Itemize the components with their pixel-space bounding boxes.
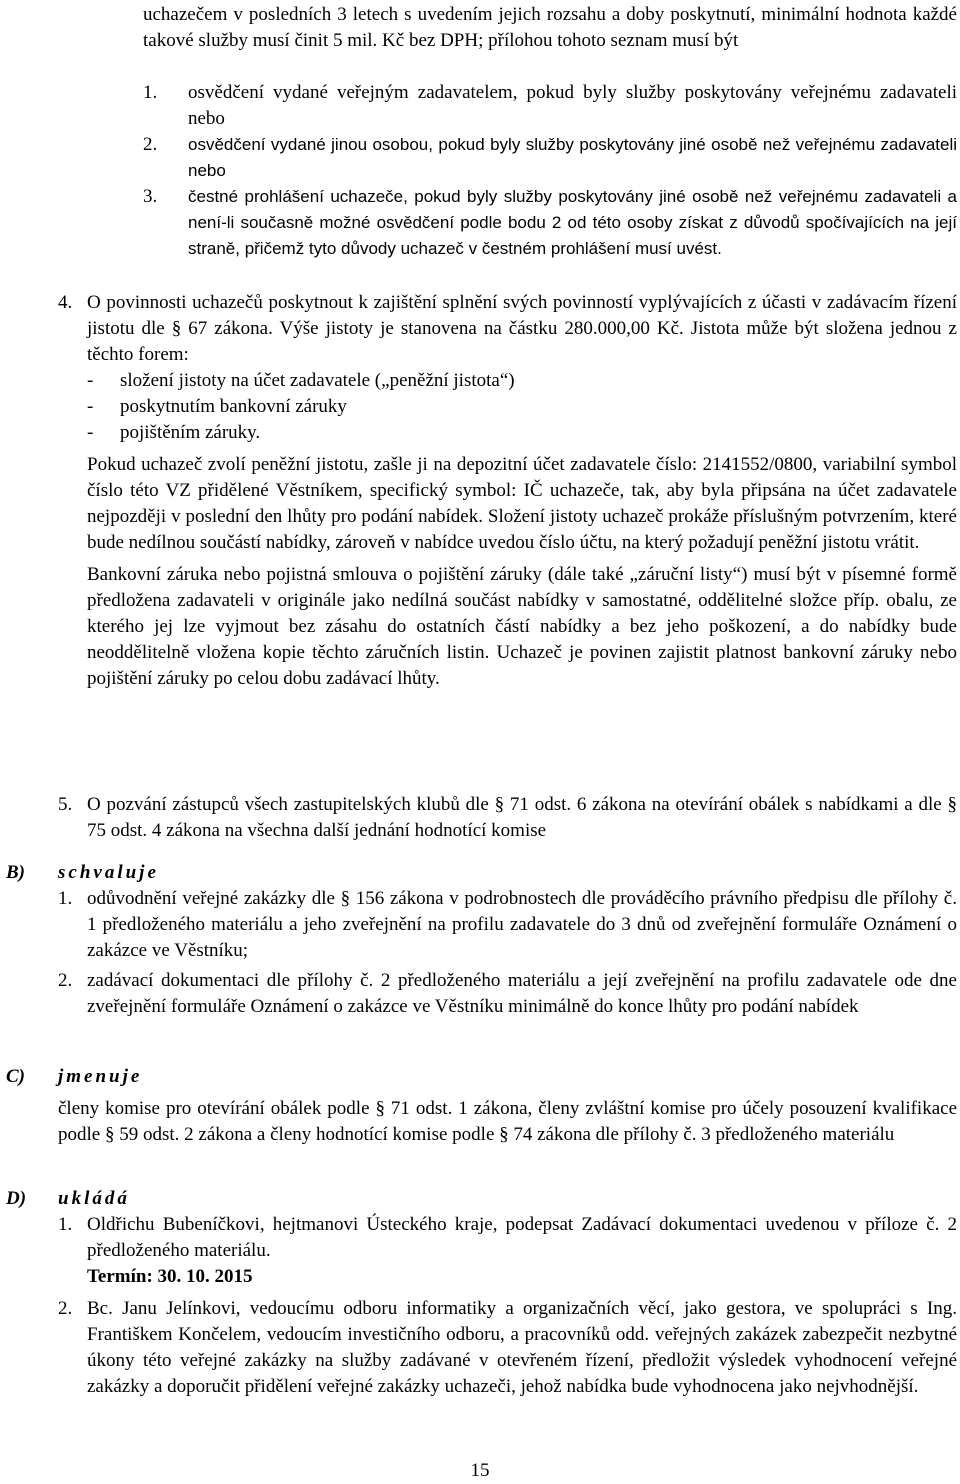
dash-item-3: [87, 420, 957, 446]
section-b-item-1: [58, 886, 957, 964]
page-number: 15: [470, 1460, 490, 1481]
dash-item-text: pojištěním záruky.: [120, 422, 261, 443]
section-b-item-number: 1.: [58, 888, 73, 909]
section-c-text: členy komise pro otevírání obálek podle § 71 odst. 1 zákona, členy zvláštní komise pro účely posouzení kvalifikace podle § 59 odst. 2 zákona a členy hodnotící komise podle § 74 zákona dle přílohy č. 3 předloženého materiálu: [58, 1098, 957, 1145]
item-4-text: O povinnosti uchazečů poskytnout k zajištění splnění svých povinností vyplývajících z účasti v zadávacím řízení jistotu dle § 67 zákona. Výše jistoty je stanovena na částku 280.000,00 Kč. Jistota může být složena jednou z těchto forem:: [87, 292, 957, 365]
section-c-verb: jmenuje: [58, 1066, 143, 1087]
section-d-item-number: 2.: [58, 1298, 73, 1319]
sub-item-text: čestné prohlášení uchazeče, pokud byly služby poskytovány jiné osobě než veřejnému zadavateli a není-li současně možné osvědčení podle bodu 2 od této osoby získat z důvodů spočívajících na její straně, přičemž tyto důvody uchazeč v čestném prohlášení musí uvést.: [188, 187, 957, 258]
section-b-item-number: 2.: [58, 970, 73, 991]
sub-item-number: 3.: [143, 186, 158, 207]
section-d-letter: D): [6, 1188, 27, 1209]
item-5-text: O pozvání zástupců všech zastupitelských klubů dle § 71 odst. 6 zákona na otevírání obálek s nabídkami a dle § 75 odst. 4 zákona na všechna další jednání hodnotící komise: [87, 794, 957, 841]
item-4-number: 4.: [58, 292, 73, 313]
dash-item-2: [87, 394, 957, 420]
sub-list: [143, 80, 957, 262]
section-c-letter: C): [6, 1066, 25, 1087]
sub-item-2: [143, 132, 957, 184]
dash-item-text: složení jistoty na účet zadavatele („peněžní jistota“): [120, 370, 515, 391]
intro-block: [143, 2, 957, 54]
sub-item-1: [143, 80, 957, 132]
dash-bullet: -: [87, 396, 94, 417]
section-b-verb: schvaluje: [58, 862, 159, 883]
item-4-paragraph-2: Bankovní záruka nebo pojistná smlouva o pojištění záruky (dále také „záruční listy“) musí být v písemné formě předložena zadavateli v originále jako nedílná součást nabídky v samostatné, oddělitelné složce příp. obalu, ze kterého jej lze vyjmout bez zásahu do ostatních částí nabídky a bez jeho poškození, a do nabídky bude neoddělitelně vložena kopie těchto záručních listin. Uchazeč je povinen zajistit platnost bankovní záruky nebo pojištění záruky po celou dobu zadávací lhůty.: [87, 564, 957, 689]
deadline: Termín: 30. 10. 2015: [87, 1266, 253, 1287]
dash-bullet: -: [87, 370, 94, 391]
item-4-paragraph-1: Pokud uchazeč zvolí peněžní jistotu, zašle ji na depozitní účet zadavatele číslo: 2141552/0800, variabilní symbol číslo této VZ přidělené Věstníkem, specifický symbol: IČ uchazeče, tak, aby byla připsána na účet zadavatele nejpozději v poslední den lhůty pro podání nabídek. Složení jistoty uchazeč prokáže příslušným potvrzením, které bude nedílnou součástí nabídky, zároveň v nabídce uvedou číslo účtu, na který požadují peněžní jistotu vrátit.: [87, 454, 957, 553]
sub-item-3: [143, 184, 957, 262]
section-b-item-2: [58, 968, 957, 1020]
section-b-item-text: odůvodnění veřejné zakázky dle § 156 zákona v podrobnostech dle prováděcího právního předpisu dle přílohy č. 1 předloženého materiálu a jeho zveřejnění na profilu zadavatele do 3 dnů od zveřejnění formuláře Oznámení o zakázce ve Věstníku;: [87, 888, 957, 961]
section-c: [0, 1064, 957, 1148]
item-5-number: 5.: [58, 794, 73, 815]
section-d-item-number: 1.: [58, 1214, 73, 1235]
item-4: [58, 290, 957, 692]
sub-item-text: osvědčení vydané veřejným zadavatelem, pokud byly služby poskytovány veřejnému zadavateli nebo: [188, 82, 957, 129]
section-d-item-2: [58, 1296, 957, 1400]
sub-item-text: osvědčení vydané jinou osobou, pokud byly služby poskytovány jiné osobě než veřejnému zadavateli nebo: [188, 135, 957, 180]
dash-item-1: [87, 368, 957, 394]
section-b: [0, 860, 957, 1020]
sub-item-number: 2.: [143, 134, 158, 155]
section-d-item-text: Bc. Janu Jelínkovi, vedoucímu odboru informatiky a organizačních věcí, jako gestora, ve spolupráci s Ing. Františkem Končelem, vedoucím investičního odboru, a pracovníků odd. veřejných zakázek zabezpečit nezbytné úkony této veřejné zakázky na služby zadávané v otevřeném řízení, předložit výsledek vyhodnocení veřejné zakázky a doporučit přidělení veřejné zakázky uchazeči, jehož nabídka bude vyhodnocena jako nejvhodnější.: [87, 1298, 957, 1397]
section-d: [0, 1186, 957, 1400]
section-d-item-1: [58, 1212, 957, 1290]
dash-bullet: -: [87, 422, 94, 443]
item-5: [58, 792, 957, 844]
section-b-item-text: zadávací dokumentaci dle přílohy č. 2 předloženého materiálu a její zveřejnění na profilu zadavatele ode dne zveřejnění formuláře Oznámení o zakázce ve Věstníku minimálně do konce lhůty pro podání nabídek: [87, 970, 957, 1017]
section-d-item-text: Oldřichu Bubeníčkovi, hejtmanovi Ústeckého kraje, podepsat Zadávací dokumentaci uvedenou v příloze č. 2 předloženého materiálu.: [87, 1214, 957, 1261]
sub-item-number: 1.: [143, 82, 158, 103]
section-d-verb: ukládá: [58, 1188, 130, 1209]
section-b-letter: B): [6, 862, 25, 883]
dash-item-text: poskytnutím bankovní záruky: [120, 396, 347, 417]
intro-text: uchazečem v posledních 3 letech s uvedením jejich rozsahu a doby poskytnutí, minimální hodnota každé takové služby musí činit 5 mil. Kč bez DPH; přílohou tohoto seznam musí být: [143, 4, 957, 51]
